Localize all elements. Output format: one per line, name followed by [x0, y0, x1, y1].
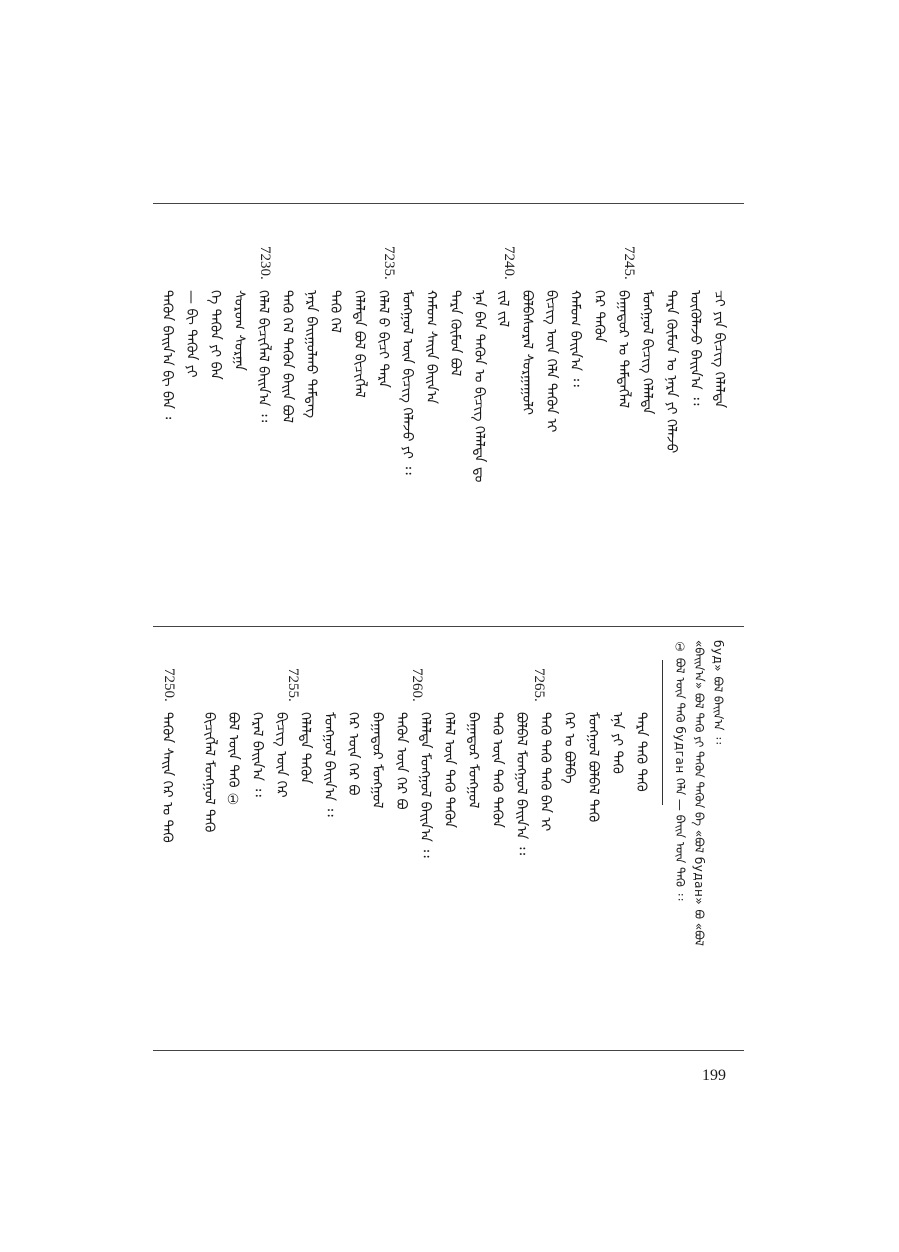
- verse-line: ᠲᠡᠭᠦ ᠲᠡᠭᠦ ᠲᠡᠭᠦ ᠪᠠᠨ ᠢ: [537, 712, 553, 832]
- line-number: 7245.: [621, 246, 637, 280]
- verse-line: ᠬᠠᠮᠤᠭ ᠰᠠᠢᠨ ᠪᠠᠢᠨ᠎ᠠ: [423, 290, 439, 405]
- verse-line: ᠪᠣᠯᠪᠠᠯ ᠮᠣᠩᠭᠣᠯ ᠪᠠᠢᠨ᠎ᠠ ᠄᠄: [513, 712, 529, 856]
- verse-line: ᠪᠢᠴᠢᠭ ᠦᠨ ᠬᠡᠯᠡ ᠲᠡᠭᠦᠨ ᠢ: [543, 290, 559, 433]
- middle-rule: [153, 626, 744, 627]
- verse-line: ᠭᠡᠷ ᠤ ᠪᠣᠯᠪᠠ: [561, 712, 577, 784]
- verse-line: ᠪᠠᠭᠠᠲᠤᠷ ᠤ ᠲᠡᠮᠳᠡᠭᠯᠡᠯ: [615, 290, 631, 409]
- verse-line: ᠭᠡᠷ ᠲᠡᠭᠦᠨ: [591, 290, 607, 343]
- verse-line: ᠲᠡᠷᠡ ᠬᠦᠮᠦᠨ ᠪᠣᠯ: [447, 290, 463, 377]
- verse-line: ᠭᠡᠷᠡᠯ ᠪᠠᠢᠨ᠎ᠠ ᠄᠄: [249, 712, 265, 797]
- footnote-line: «ᠪᠠᠢᠨ᠎ᠠ» ᠪᠣᠯ ᠲᠡᠭᠦ ᠶᠢ ᠲᠡᠭᠦᠨ ᠲᠡᠭᠦᠨ ᠪᠠ «ᠪᠣᠯ будан» ᠪᠣ «ᠪᠣᠯ: [692, 640, 706, 947]
- verse-line: ᠦᠭᠦᠯᠡᠵᠦ ᠪᠠᠢᠨ᠎ᠠ ᠄᠄: [687, 290, 703, 406]
- verse-line: ᠬᠡᠯᠡᠯ ᠪᠢᠴᠢᠭᠯᠡᠯ ᠪᠠᠢᠨ᠎ᠠ ᠄᠄: [255, 290, 271, 423]
- footnote-line: ① ᠪᠣᠯ ᠦᠨ ᠲᠡᠭᠦ будган ᠬᠡᠯᠡ — ᠪᠠᠢᠨ ᠦᠨ ᠲᠡᠭᠦ ᠄᠄: [673, 640, 687, 901]
- verse-line: ᠬᠡᠯᠡᠯ ᠦᠨ ᠲᠡᠭᠦ ᠲᠡᠭᠦᠨ: [441, 712, 457, 828]
- verse-line: ᠡᠨᠡ ᠪᠠᠨ ᠲᠡᠭᠦᠨ ᠤ ᠪᠢᠴᠢᠭ ᠬᠡᠯᠡᠯᠲᠡ ᠳᠤ: [471, 290, 487, 483]
- verse-line: ᠬᠠᠮᠤᠭ ᠪᠠᠢᠨ᠎ᠠ ᠄᠄: [567, 290, 583, 387]
- verse-line: ᠮᠣᠩᠭᠣᠯ ᠪᠢᠴᠢᠭ ᠬᠡᠯᠡᠯᠲᠡ: [639, 290, 655, 415]
- line-number: 7265.: [531, 668, 547, 702]
- verse-line: ᠪᠢᠴᠢᠭ ᠦᠨ ᠭᠡᠷ: [273, 712, 289, 798]
- line-number: 7235.: [381, 246, 397, 280]
- verse-line: ᠲᠡᠭᠦ ᠬᠡᠯ ᠲᠡᠭᠦᠨ ᠪᠠᠢᠨ ᠪᠣᠯ: [279, 290, 295, 424]
- top-rule: [153, 203, 744, 204]
- verse-line: ᠲᠡᠷᠡ ᠬᠦᠮᠦᠨ ᠤ ᠨᠡᠷᠡ ᠶᠢ ᠬᠡᠯᠡᠵᠦ: [663, 290, 679, 454]
- verse-line: ᠲᠡᠭᠦ ᠦᠨ ᠲᠡᠭᠦ ᠲᠡᠭᠦᠨ: [489, 712, 505, 828]
- verse-line: ᠭᠡᠷ ᠦᠨ ᠭᠡᠷ ᠪᠣ: [345, 712, 361, 796]
- verse-line: ᠴᠢ ᠶᠢᠨ ᠪᠢᠴᠢᠭ ᠬᠡᠯᠡᠯᠲᠡ: [711, 290, 727, 409]
- verse-line: ᠬᠡᠯᠡᠯᠲᠡ ᠲᠡᠭᠦᠨ: [297, 712, 313, 784]
- verse-line: ᠪᠣᠯᠪᠠᠰᠤᠷᠠᠯ ᠰᠤᠷᠭᠠᠭᠤᠯᠢ: [519, 290, 535, 415]
- verse-line: ᠨᠡᠷᠡ ᠪᠠᠢᠭᠤᠯᠬᠤ ᠲᠡᠮᠳᠡᠭ: [303, 290, 319, 419]
- verse-line: — ᠪᠢ ᠲᠡᠭᠦᠨ ᠶᠢ: [183, 290, 199, 378]
- line-number: 7230.: [257, 246, 273, 280]
- verse-line: ᠲᠡᠭᠦᠨ ᠰᠠᠢᠨ ᠭᠡᠷ ᠤ ᠲᠡᠭᠦ: [159, 712, 175, 843]
- verse-line: ᠬᠡᠯᠡᠯᠲᠡ ᠪᠣᠯ ᠪᠢᠴᠢᠭᠯᠡᠯ: [351, 290, 367, 398]
- line-number: 7255.: [285, 668, 301, 702]
- footnote-line: буд» ᠪᠣᠯ ᠪᠠᠢᠨ᠎ᠠ ᠄᠄: [711, 640, 725, 745]
- verse-line: ᠬᠡᠯᠡᠯᠲᠡ ᠮᠣᠩᠭᠣᠯ ᠪᠠᠢᠨ᠎ᠠ ᠄᠄: [417, 712, 433, 858]
- verse-line: ᠪᠠᠭᠠᠲᠤᠷ ᠮᠣᠩᠭᠣᠯ: [369, 712, 385, 809]
- page-number: 199: [702, 1067, 726, 1084]
- line-number: 7260.: [409, 668, 425, 702]
- verse-line: ᠮᠣᠩᠭᠣᠯ ᠪᠣᠯᠪᠠᠯ ᠲᠡᠭᠦ: [585, 712, 601, 823]
- verse-line: ᠮᠣᠩᠭᠣᠯ ᠪᠠᠢᠨ᠎ᠠ ᠄᠄: [321, 712, 337, 817]
- verse-line: ᠲᠡᠭᠦ ᠬᠡᠯ: [327, 290, 343, 333]
- verse-line: ᠬᠡᠯᠡᠯ ᠪ ᠪᠢᠴᠢ ᠲᠡᠷᠡ: [375, 290, 391, 388]
- verse-line: ᠪᠣᠯ ᠦᠨ ᠲᠡᠭᠦ ①: [225, 712, 241, 808]
- line-number: 7250.: [161, 668, 177, 702]
- footnote-rule: [662, 660, 663, 805]
- verse-line: ᠮᠣᠩᠭᠣᠯ ᠦᠨ ᠪᠢᠴᠢᠭ ᠬᠡᠯᠡᠵᠦ ᠶᠢ ᠄᠄: [399, 290, 415, 475]
- line-number: 7240.: [501, 246, 517, 280]
- verse-line: ᠲᠡᠭᠦᠨ ᠪᠠᠢᠨ᠎ᠠ ᠪᠢ ᠪᠠᠨ ᠄: [159, 290, 175, 420]
- bottom-rule: [153, 1050, 744, 1051]
- verse-line: ᠵᠢᠯ ᠵᠢᠯ: [495, 290, 511, 328]
- verse-line: ᠲᠡᠭᠦᠨ ᠦᠨ ᠭᠡᠷ ᠪᠣ: [393, 712, 409, 810]
- verse-line: ᠰᠤᠷᠤᠭ ᠰᠤᠷᠭᠠ: [231, 290, 247, 371]
- verse-line: ᠡᠨᠡ ᠶᠢ ᠲᠡᠭᠦ: [609, 712, 625, 774]
- verse-line: ᠲᠡᠷᠡ ᠲᠡᠭᠦ ᠲᠡᠭᠦ: [633, 712, 649, 792]
- verse-line: ᠪᠠᠭᠠᠲᠤᠷ ᠮᠣᠩᠭᠣᠯ: [465, 712, 481, 809]
- verse-line: ᠪᠢᠴᠢᠭᠯᠡᠯ ᠮᠣᠩᠭᠣᠯ ᠲᠡᠭᠦ: [201, 712, 217, 833]
- verse-line: ᠭᠡ ᠲᠡᠭᠦᠨ ᠶᠢ ᠪᠠᠨ: [207, 290, 223, 380]
